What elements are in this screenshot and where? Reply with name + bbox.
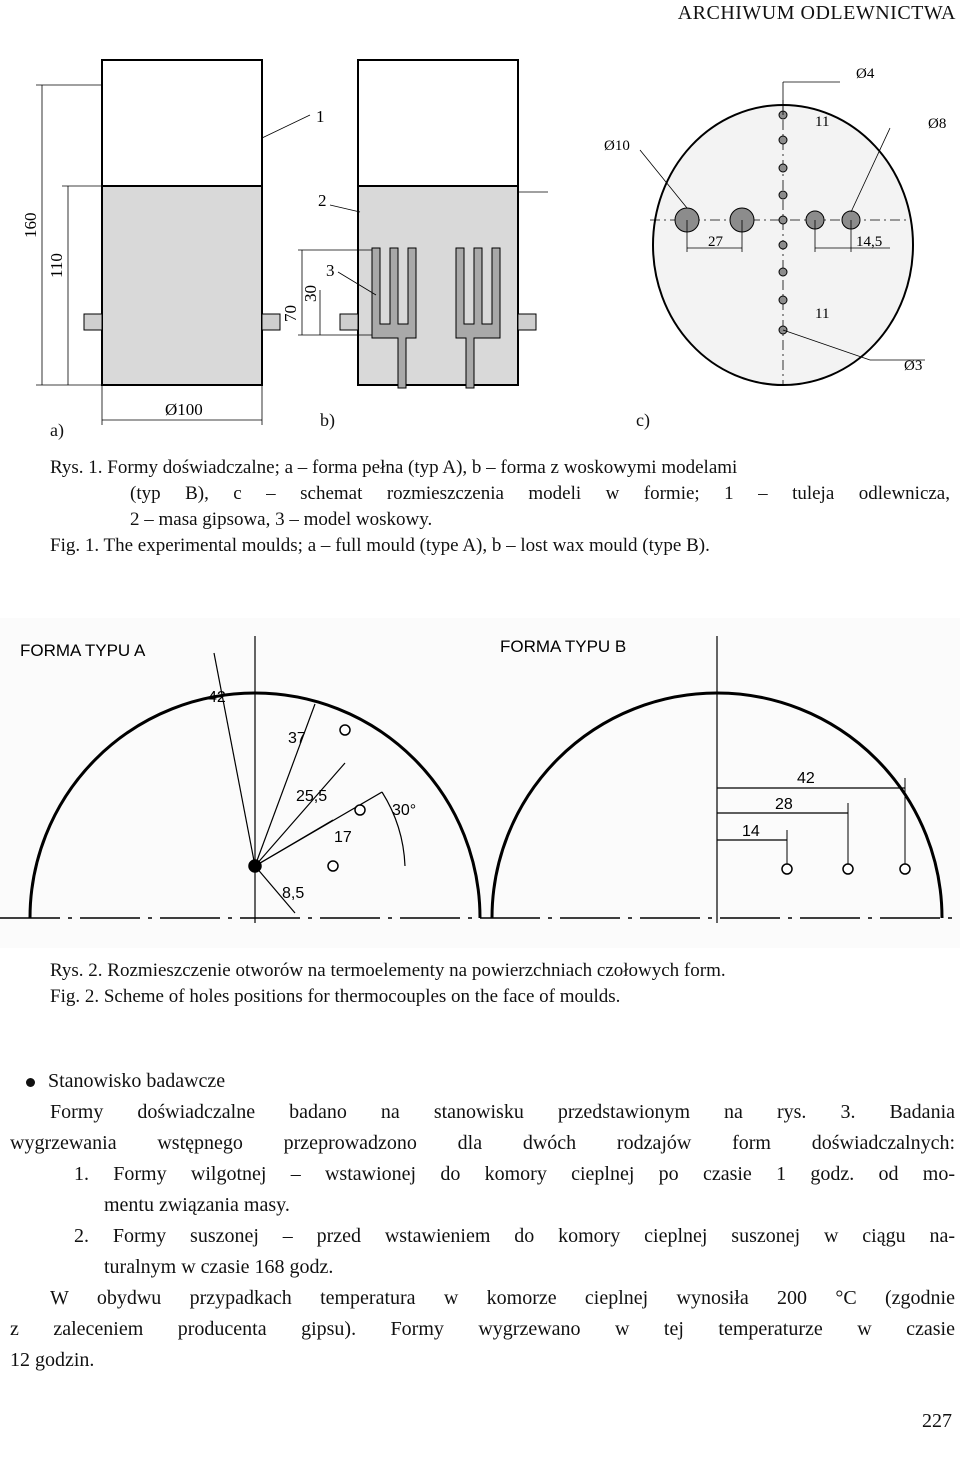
callout-1: 1 (316, 107, 325, 126)
form-a-radius-42: 42 (208, 689, 226, 706)
dim-d4: Ø4 (856, 66, 875, 82)
paragraph-1-line-1: Formy doświadczalne badano na stanowisku przedstawionym na rys. 3. Badania (50, 1101, 955, 1123)
dim-d10: Ø10 (604, 138, 630, 154)
paragraph-1-line-2: wygrzewania wstępnego przeprowadzono dla dwóch rodzajów form doświadczalnych: (10, 1132, 955, 1154)
figure-1-label-a: a) (50, 420, 64, 440)
figure-1-label-c: c) (636, 410, 650, 430)
dim-d3: Ø3 (904, 358, 923, 374)
caption-1-pl-line-2: (typ B), c – schemat rozmieszczenia modeli w formie; 1 – tuleja odlewnicza, (130, 483, 950, 504)
caption-2-en-line: Fig. 2. Scheme of holes positions for thermocouples on the face of moulds. (50, 986, 621, 1007)
figure-2 (0, 618, 960, 948)
caption-1-en-line: Fig. 1. The experimental moulds; a – full mould (type A), b – lost wax mould (type B). (50, 535, 710, 556)
callout-3: 3 (326, 261, 335, 280)
form-a-radius-25-5: 25,5 (296, 788, 328, 805)
layout-c-drawing (604, 66, 946, 385)
list-item-1-line-2: mentu związania masy. (104, 1194, 290, 1216)
dim-11-top: 11 (815, 114, 830, 130)
dim-27: 27 (708, 234, 723, 250)
list-item-2-line-2: turalnym w czasie 168 godz. (104, 1256, 334, 1278)
dim-d8: Ø8 (928, 116, 947, 132)
form-a-radius-8-5: 8,5 (282, 885, 305, 902)
section-heading-row (26, 1066, 225, 1097)
list-item-1-line-1: 1. Formy wilgotnej – wstawionej do komory cieplnej po czasie 1 godz. od mo- (74, 1163, 955, 1185)
list-item-2-line-1: 2. Formy suszonej – przed wstawieniem do komory cieplnej suszonej w ciągu na- (74, 1225, 955, 1247)
bullet-icon (26, 1078, 35, 1087)
dim-70: 70 (281, 305, 300, 322)
form-b-radius-28: 28 (775, 796, 793, 813)
figure-1-caption (50, 455, 950, 559)
dim-160: 160 (21, 212, 40, 238)
figure-1 (0, 40, 960, 440)
paragraph-2-line-1: W obydwu przypadkach temperatura w komorze cieplnej wynosiła 200 °C (zgodnie (50, 1287, 955, 1309)
caption-2-pl-line: Rys. 2. Rozmieszczenie otworów na termoelementy na powierzchniach czołowych form. (50, 960, 726, 981)
dim-d100: Ø100 (165, 400, 203, 419)
dim-30: 30 (301, 285, 320, 302)
form-a-title: FORMA TYPU A (20, 641, 146, 660)
form-a-angle: 30° (392, 802, 417, 819)
form-a-radius-37: 37 (288, 730, 306, 747)
callout-2: 2 (318, 191, 327, 210)
form-b-radius-14: 14 (742, 823, 760, 840)
figure-1-label-b: b) (320, 410, 335, 430)
figure-2-caption (50, 958, 950, 1010)
form-a-radius-17: 17 (334, 829, 352, 846)
dim-110: 110 (47, 253, 66, 278)
dim-11-bottom: 11 (815, 306, 830, 322)
form-b-radius-42: 42 (797, 770, 815, 787)
form-b-title: FORMA TYPU B (500, 637, 627, 656)
section-body (10, 1097, 955, 1376)
page-number: 227 (922, 1410, 952, 1432)
caption-1-pl-line-1: Rys. 1. Formy doświadczalne; a – forma pełna (typ A), b – forma z woskowymi modelami (50, 457, 738, 478)
journal-header: ARCHIWUM ODLEWNICTWA (677, 2, 956, 24)
dim-14-5: 14,5 (856, 234, 883, 250)
caption-1-pl-line-3: 2 – masa gipsowa, 3 – model woskowy. (130, 509, 433, 530)
section-heading: Stanowisko badawcze (48, 1070, 226, 1092)
paragraph-2-line-2: z zaleceniem producenta gipsu). Formy wygrzewano w tej temperaturze w czasie (10, 1318, 955, 1340)
paragraph-2-line-3: 12 godzin. (10, 1349, 95, 1371)
mould-a-drawing (21, 60, 325, 425)
